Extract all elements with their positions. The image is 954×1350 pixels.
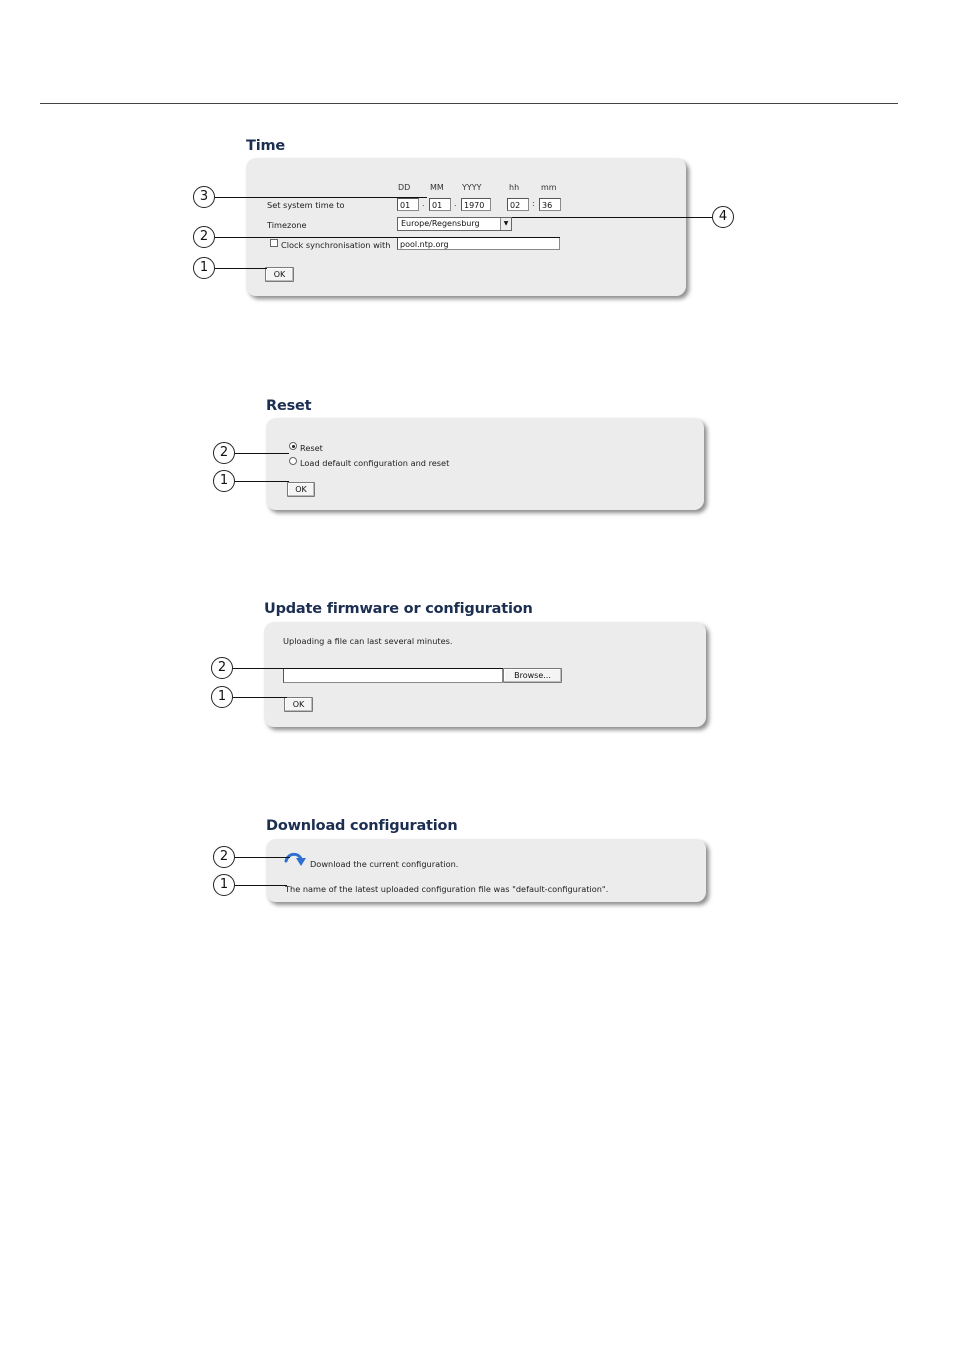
minute-input[interactable]: 36	[539, 198, 561, 211]
upload-note: Uploading a file can last several minutes.	[283, 636, 453, 646]
clock-sync-label: Clock synchronisation with	[281, 240, 391, 250]
callout-1: 1	[193, 257, 215, 279]
hour-input[interactable]: 02	[507, 198, 529, 211]
page-header-rule	[40, 103, 898, 104]
date-separator: .	[454, 199, 457, 208]
hour-header: hh	[509, 183, 520, 192]
time-section-title: Time	[246, 138, 286, 154]
clock-sync-checkbox[interactable]	[270, 239, 278, 247]
chevron-down-icon: ▼	[500, 218, 511, 230]
browse-button[interactable]: Browse...	[503, 668, 562, 683]
update-section-title: Update firmware or configuration	[264, 601, 533, 617]
callout-1: 1	[211, 686, 233, 708]
date-separator: .	[422, 199, 425, 208]
callout-2: 2	[193, 226, 215, 248]
callout-2: 2	[211, 657, 233, 679]
month-input[interactable]: 01	[429, 198, 451, 211]
file-path-input[interactable]	[283, 668, 503, 683]
reset-section-title: Reset	[266, 398, 312, 414]
time-separator: :	[532, 199, 535, 208]
timezone-value: Europe/Regensburg	[401, 219, 480, 228]
callout-1: 1	[213, 470, 235, 492]
load-default-option-label: Load default configuration and reset	[300, 458, 450, 468]
callout-2: 2	[213, 442, 235, 464]
day-header: DD	[398, 183, 411, 192]
time-ok-button[interactable]: OK	[265, 267, 294, 282]
download-section-title: Download configuration	[266, 818, 458, 834]
year-header: YYYY	[462, 183, 482, 192]
minute-header: mm	[541, 183, 557, 192]
set-time-label: Set system time to	[267, 200, 345, 210]
callout-leader	[512, 217, 712, 218]
callout-leader	[235, 885, 287, 886]
download-link[interactable]: Download the current configuration.	[310, 859, 459, 869]
month-header: MM	[430, 183, 444, 192]
reset-radio[interactable]	[289, 442, 297, 450]
callout-2: 2	[213, 846, 235, 868]
load-default-radio[interactable]	[289, 457, 297, 465]
reset-option-label: Reset	[300, 443, 323, 453]
download-arrow-icon[interactable]	[284, 851, 308, 867]
callout-leader	[235, 481, 289, 482]
timezone-select[interactable]	[397, 217, 512, 231]
callout-leader	[215, 268, 267, 269]
year-input[interactable]: 1970	[461, 198, 491, 211]
callout-leader	[215, 197, 427, 198]
callout-leader	[215, 237, 560, 238]
update-ok-button[interactable]: OK	[284, 697, 313, 712]
callout-1: 1	[213, 874, 235, 896]
callout-3: 3	[193, 186, 215, 208]
ntp-server-input[interactable]: pool.ntp.org	[397, 237, 560, 250]
latest-config-info: The name of the latest uploaded configuration file was "default-configuration".	[285, 884, 609, 894]
reset-ok-button[interactable]: OK	[287, 482, 315, 497]
day-input[interactable]: 01	[397, 198, 419, 211]
callout-leader	[233, 668, 503, 669]
callout-leader	[235, 453, 289, 454]
callout-leader	[235, 857, 290, 858]
callout-4: 4	[712, 206, 734, 228]
timezone-label: Timezone	[267, 220, 307, 230]
callout-leader	[233, 697, 287, 698]
